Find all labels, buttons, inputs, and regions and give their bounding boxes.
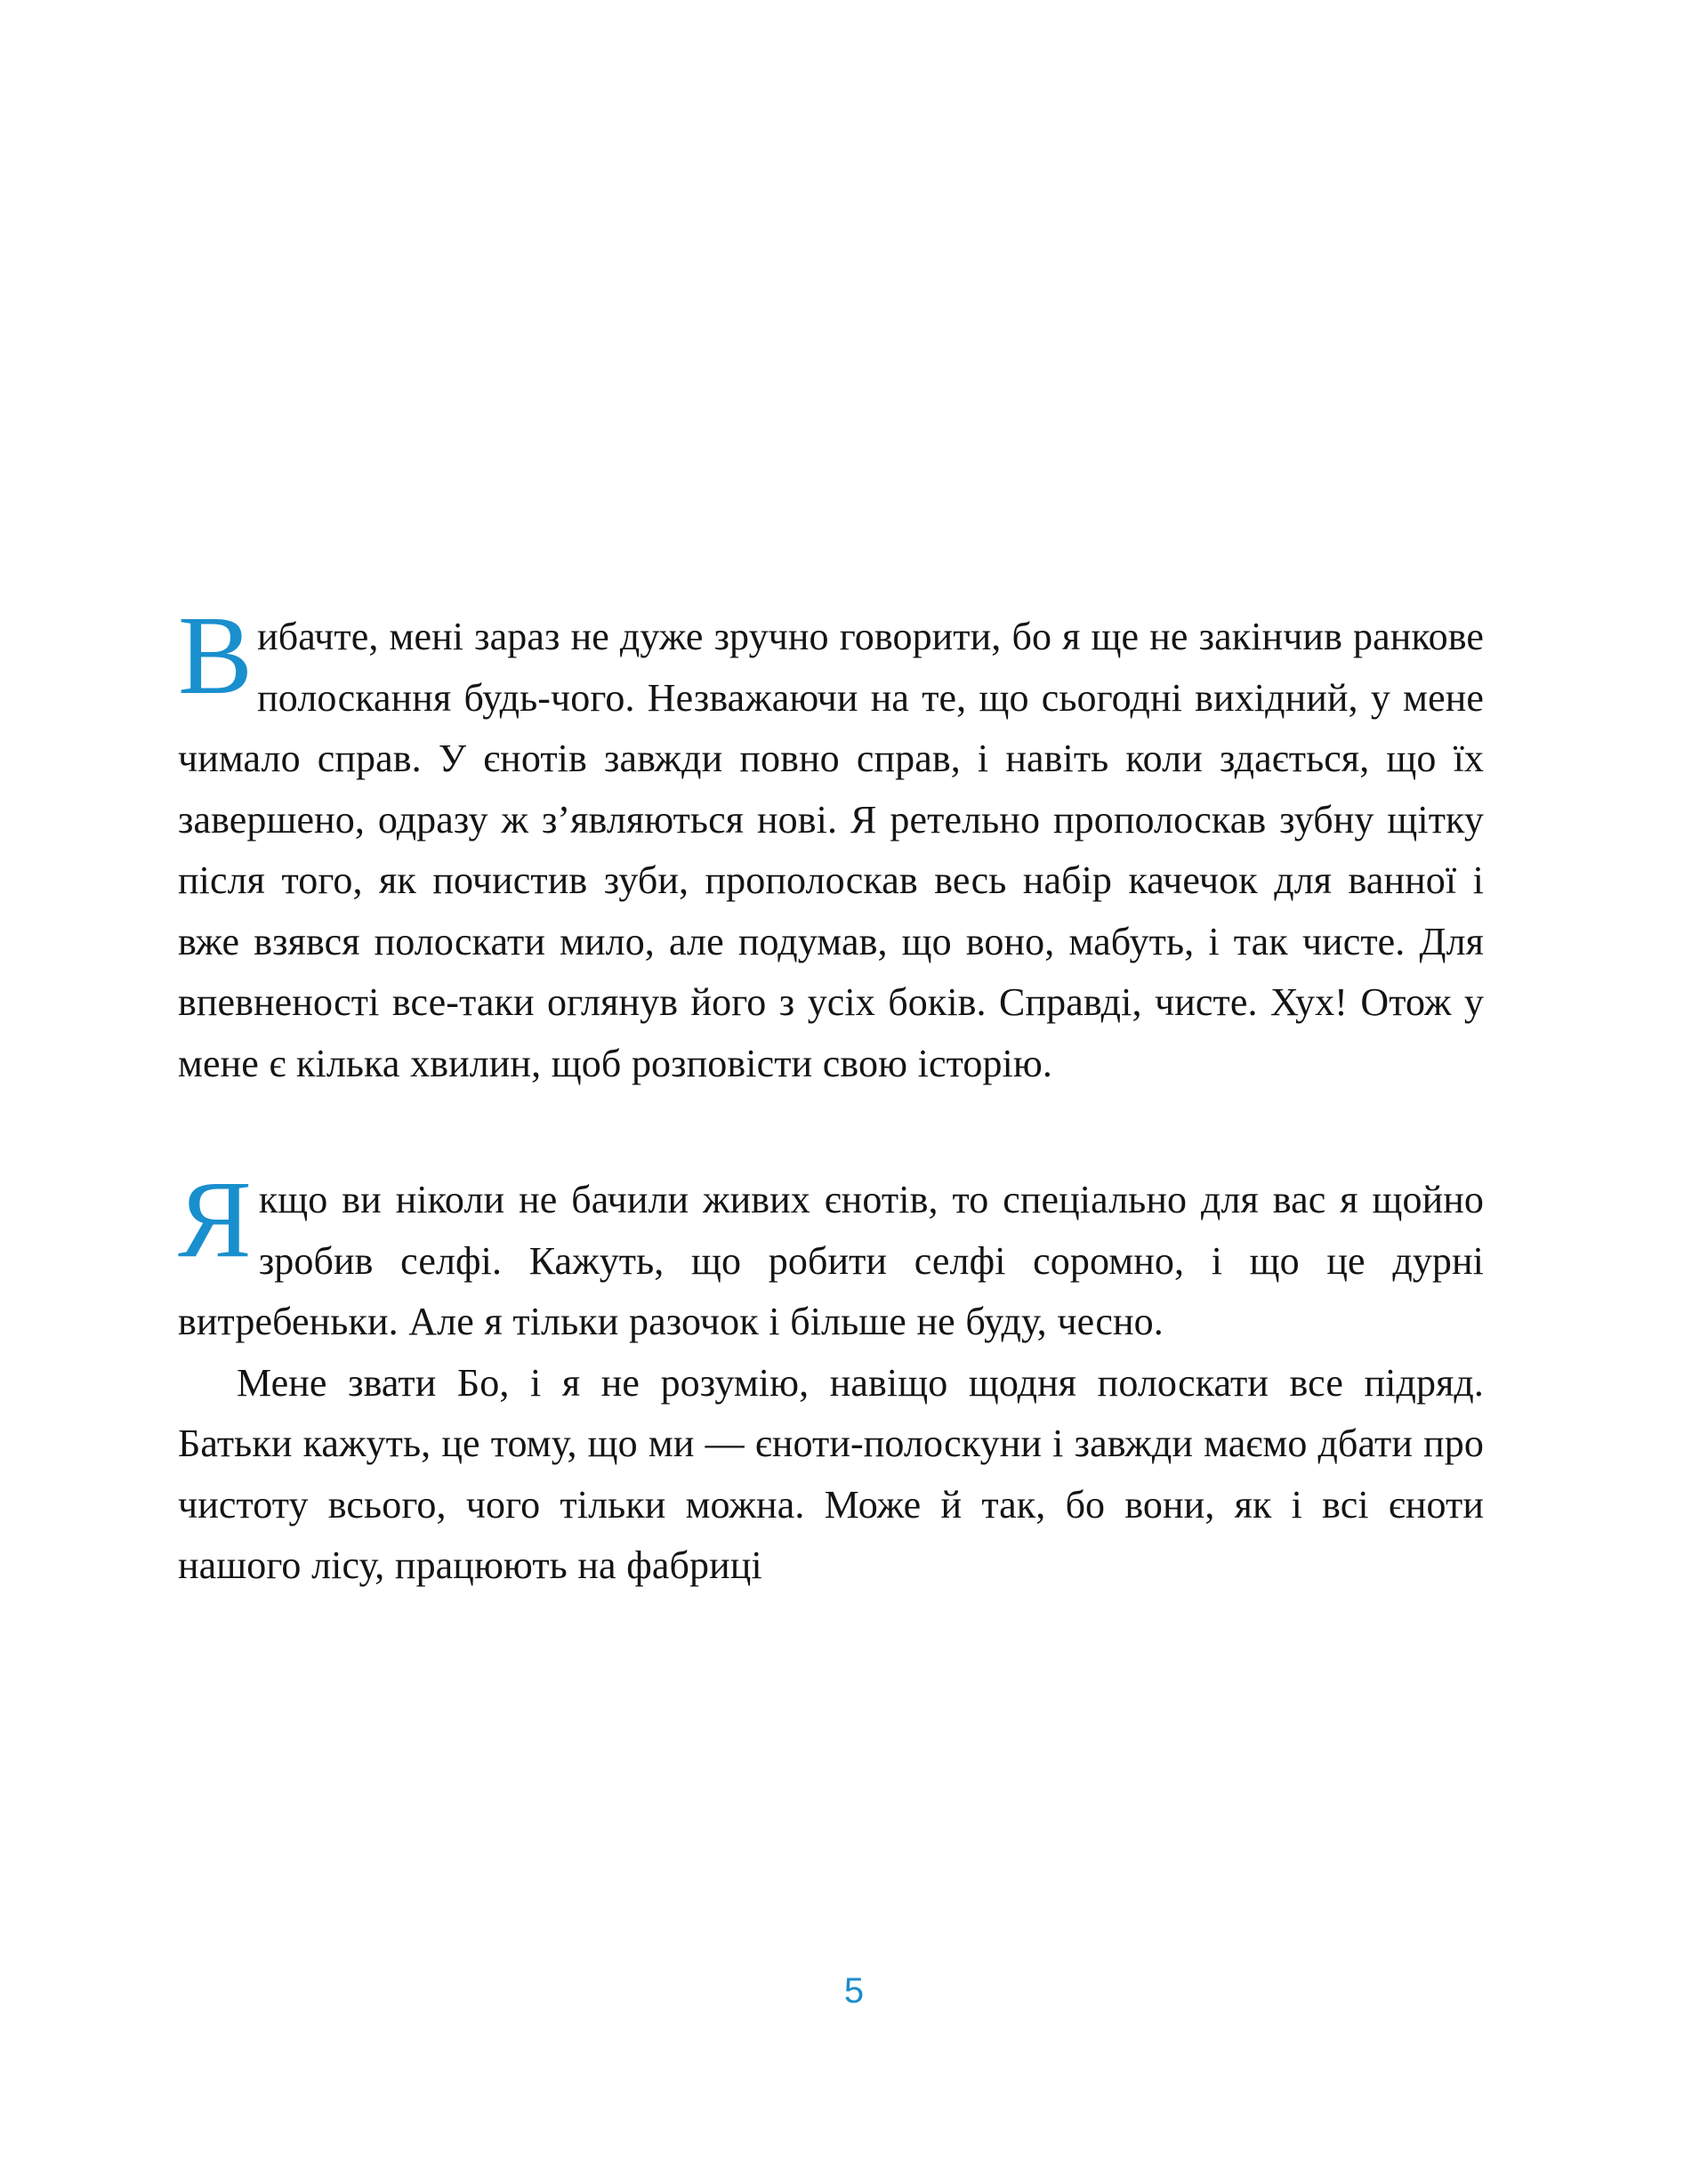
- paragraph-1: [178, 594, 1484, 1094]
- page-text-block: [178, 594, 1484, 1597]
- paragraph-2: [178, 1158, 1484, 1353]
- paragraph-1-text: ибачте, мені зараз не дуже зручно говорити, бо я ще не закінчив ранкове полоскання будь-чого. Незважаючи на те, що сьогодні вихідний, у мене чимало справ. У єнотів завжди повно справ, і навіть коли здається, що їх завершено, одразу ж з’являються нові. Я ретельно прополоскав зубну щітку після того, як почистив зуби, прополоскав весь набір качечок для ванної і вже взявся полоскати мило, але подумав, що воно, мабуть, і так чисте. Для впевненості все-таки оглянув його з усіх боків. Справді, чисте. Хух! Отож у мене є кілька хвилин, щоб розповісти свою історію.: [178, 615, 1484, 1085]
- paragraph-2-text: кщо ви ніколи не бачили живих єнотів, то спеціально для вас я щойно зробив селфі. Кажуть, що робити селфі соромно, і що це дурні витребеньки. Але я тільки разочок і більше не буду, чесно.: [178, 1178, 1484, 1343]
- paragraph-3-text: Мене звати Бо, і я не розумію, навіщо щодня полоскати все підряд. Батьки кажуть, це тому, що ми — єноти-полоскуни і завжди маємо дбати про чистоту всього, чого тільки можна. Може й так, бо вони, як і всі єноти нашого лісу, працюють на фабриці: [178, 1360, 1484, 1587]
- dropcap-letter-v: В: [178, 594, 254, 718]
- page-number: 5: [843, 1971, 865, 2010]
- paragraph-3: [178, 1353, 1484, 1597]
- dropcap-letter-ya: Я: [178, 1158, 252, 1280]
